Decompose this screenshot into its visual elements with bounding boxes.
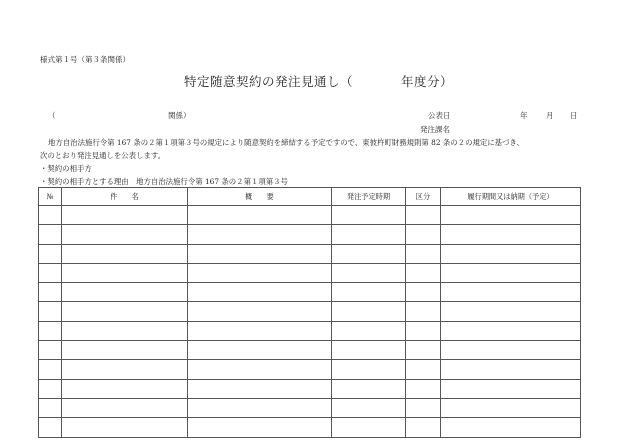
cell-overview[interactable] [188,244,332,263]
cell-no[interactable] [39,302,62,321]
cell-schedule[interactable] [332,398,406,417]
cell-schedule[interactable] [332,360,406,379]
table-row [39,379,581,398]
cell-overview[interactable] [188,206,332,225]
cell-schedule[interactable] [332,263,406,282]
counterparty-label: ・契約の相手方 [40,164,92,173]
cell-schedule[interactable] [332,244,406,263]
form-number: 様式第１号（第３条関係） [40,55,130,64]
table-row [39,263,581,282]
cell-subject[interactable] [62,244,188,263]
cell-no[interactable] [39,418,62,437]
cell-overview[interactable] [188,341,332,360]
cell-schedule[interactable] [332,321,406,340]
department-name-label: 発注課名 [420,125,450,134]
column-header-schedule: 発注予定時期 [332,188,406,206]
cell-overview[interactable] [188,398,332,417]
intro-line-1: 地方自治法施行令第 167 条の２第１項第３号の規定により随意契約を締結する予定ですので、東彼杵町財務規則第 82 条の２の規定に基づき、 [48,138,524,147]
intro-line-2: 次のとおり発注見通しを公表します。 [40,151,166,160]
cell-subject[interactable] [62,379,188,398]
cell-overview[interactable] [188,283,332,302]
cell-schedule[interactable] [332,283,406,302]
cell-no[interactable] [39,244,62,263]
table-row [39,206,581,225]
cell-period[interactable] [441,206,581,225]
cell-period[interactable] [441,360,581,379]
department-open-paren: （ [48,111,56,120]
cell-period[interactable] [441,379,581,398]
cell-subject[interactable] [62,206,188,225]
cell-category[interactable] [406,360,441,379]
table-row [39,283,581,302]
cell-category[interactable] [406,283,441,302]
cell-schedule[interactable] [332,225,406,244]
column-header-overview: 概 要 [188,188,332,206]
cell-no[interactable] [39,379,62,398]
table-row [39,302,581,321]
cell-subject[interactable] [62,341,188,360]
cell-category[interactable] [406,398,441,417]
cell-period[interactable] [441,302,581,321]
cell-subject[interactable] [62,418,188,437]
cell-period[interactable] [441,225,581,244]
year-label: 年 [520,111,528,120]
table-row [39,418,581,437]
cell-subject[interactable] [62,321,188,340]
cell-schedule[interactable] [332,418,406,437]
column-header-category: 区分 [406,188,441,206]
table-row [39,321,581,340]
table-row [39,360,581,379]
cell-no[interactable] [39,398,62,417]
table-row [39,225,581,244]
department-relation-label: 関係） [168,111,191,120]
cell-no[interactable] [39,263,62,282]
cell-no[interactable] [39,283,62,302]
table-row [39,398,581,417]
cell-subject[interactable] [62,225,188,244]
table-row [39,341,581,360]
cell-schedule[interactable] [332,341,406,360]
cell-category[interactable] [406,418,441,437]
cell-category[interactable] [406,379,441,398]
cell-subject[interactable] [62,360,188,379]
month-label: 月 [546,111,554,120]
cell-category[interactable] [406,321,441,340]
title-prefix: 特定随意契約の発注見通し（ [184,74,354,89]
cell-overview[interactable] [188,302,332,321]
cell-period[interactable] [441,244,581,263]
cell-no[interactable] [39,321,62,340]
reason-label: ・契約の相手方とする理由 地方自治法施行令第 167 条の２第１項第３号 [40,177,288,186]
cell-period[interactable] [441,283,581,302]
cell-subject[interactable] [62,283,188,302]
cell-overview[interactable] [188,321,332,340]
table-row [39,244,581,263]
cell-category[interactable] [406,244,441,263]
cell-period[interactable] [441,263,581,282]
cell-subject[interactable] [62,398,188,417]
page-title [184,72,453,90]
cell-period[interactable] [441,398,581,417]
cell-period[interactable] [441,321,581,340]
forecast-table [38,187,581,438]
table-header-row [39,188,581,206]
cell-overview[interactable] [188,263,332,282]
table-body [39,206,581,438]
cell-category[interactable] [406,302,441,321]
cell-schedule[interactable] [332,206,406,225]
cell-period[interactable] [441,418,581,437]
cell-overview[interactable] [188,225,332,244]
cell-no[interactable] [39,360,62,379]
column-header-subject: 件 名 [62,188,188,206]
cell-subject[interactable] [62,263,188,282]
cell-period[interactable] [441,341,581,360]
column-header-period: 履行期間又は納期（予定） [441,188,581,206]
cell-overview[interactable] [188,360,332,379]
cell-category[interactable] [406,263,441,282]
day-label: 日 [570,111,578,120]
cell-subject[interactable] [62,302,188,321]
cell-overview[interactable] [188,379,332,398]
cell-no[interactable] [39,341,62,360]
title-suffix: 年度分） [401,74,454,89]
cell-no[interactable] [39,225,62,244]
cell-schedule[interactable] [332,379,406,398]
column-header-no: № [39,188,62,206]
publication-date-label: 公表日 [428,111,451,120]
cell-category[interactable] [406,206,441,225]
cell-no[interactable] [39,206,62,225]
cell-schedule[interactable] [332,302,406,321]
cell-category[interactable] [406,225,441,244]
cell-overview[interactable] [188,418,332,437]
cell-category[interactable] [406,341,441,360]
